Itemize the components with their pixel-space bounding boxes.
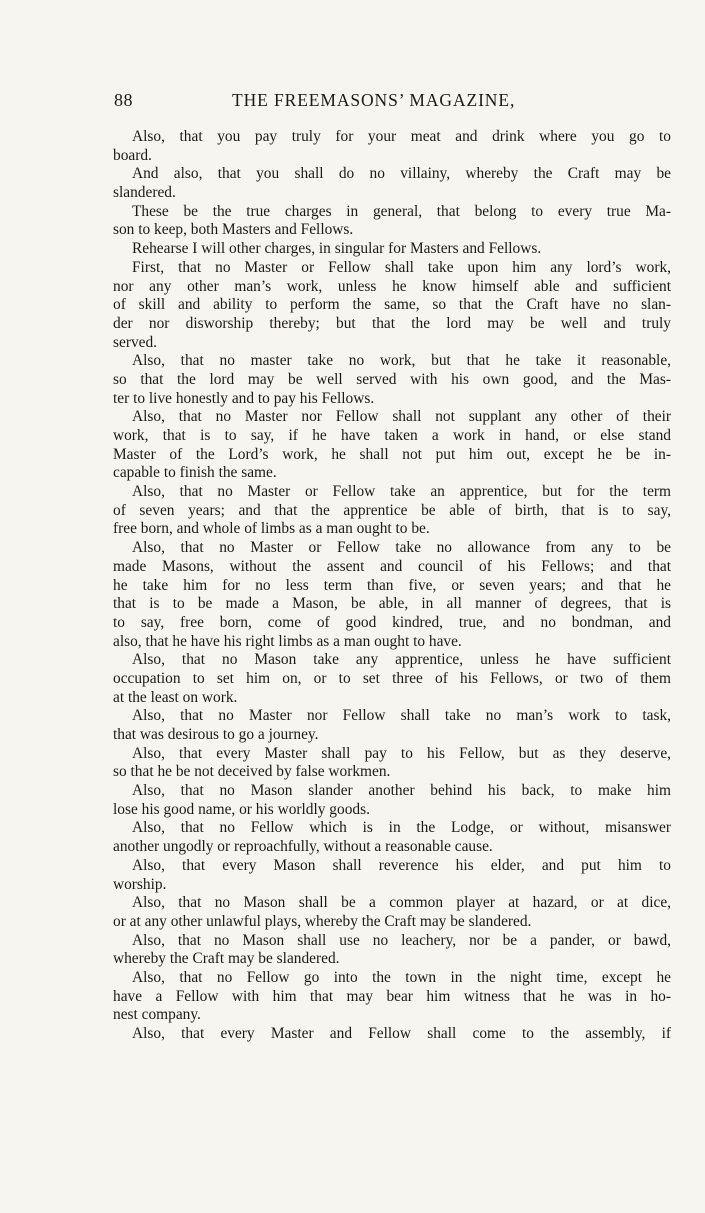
text-line: that is to be made a Mason, be able, in all manner of degrees, that is [113,595,671,613]
text-line: worship. [113,875,167,893]
text-line: nest company. [113,1006,201,1024]
text-line: capable to finish the same. [113,464,277,482]
text-line: Also, that no master take no work, but that he take it reasonable, [132,352,671,370]
text-line: board. [113,146,152,164]
text-line: Also, that no Master nor Fellow shall not supplant any other of their [132,408,671,426]
body-text [113,128,671,1044]
running-head [114,90,554,114]
text-line: work, that is to say, if he have taken a work in hand, or else stand [113,427,671,444]
text-line: of skill and ability to perform the same, so that the Craft have no slan- [113,296,671,314]
text-line: Also, that no Fellow which is in the Lodge, or without, misanswer [132,819,671,837]
text-line: served. [113,333,158,351]
text-line: Also, that no Master nor Fellow shall take no man’s work to task, [132,707,671,725]
text-line: These be the true charges in general, that belong to every true Ma- [132,202,671,220]
text-line: And also, that you shall do no villainy, whereby the Craft may be [132,165,671,183]
text-line: ter to live honestly and to pay his Fellows. [113,389,375,407]
text-line: he take him for no less term than five, or seven years; and that he [113,576,671,594]
text-line: Also, that no Master or Fellow take an apprentice, but for the term [132,483,671,501]
text-line: of seven years; and that the apprentice be able of birth, that is to say, [113,501,671,519]
text-line: Master of the Lord’s work, he shall not put him out, except he be in- [113,445,671,463]
text-line: son to keep, both Masters and Fellows. [113,221,354,239]
text-line: Also, that every Mason shall reverence his elder, and put him to [132,856,671,874]
text-line: Also, that no Mason slander another behind his back, to make him [132,782,671,800]
text-line: Also, that you pay truly for your meat and drink where you go to [132,128,671,145]
text-line: Also, that every Master and Fellow shall come to the assembly, if [132,1025,671,1042]
text-line: Also, that no Mason take any apprentice, unless he have sufficient [132,651,671,669]
text-line: also, that he have his right limbs as a man ought to have. [113,632,462,650]
text-line: der nor disworship thereby; but that the lord may be well and truly [113,314,671,332]
text-line: occupation to set him on, or to set three of his Fellows, or two of them [113,669,671,687]
page-number: 88 [114,90,133,110]
text-line: to say, free born, come of good kindred, true, and no bondman, and [113,613,671,631]
text-line: whereby the Craft may be slandered. [113,950,340,968]
text-line: so that the lord may be well served with his own good, and the Mas- [113,370,671,388]
text-line: another ungodly or reproachfully, without a reasonable cause. [113,838,493,856]
text-line: so that he be not deceived by false workmen. [113,763,391,781]
text-line: Also, that no Master or Fellow take no allowance from any to be [132,539,671,557]
text-line: Also, that every Master shall pay to his Fellow, but as they deserve, [132,744,671,762]
text-line: Rehearse I will other charges, in singular for Masters and Fellows. [132,240,542,258]
text-line: Also, that no Mason shall use no leachery, nor be a pander, or bawd, [132,931,671,949]
text-line: nor any other man’s work, unless he know himself able and sufficient [113,277,671,295]
text-line: lose his good name, or his worldly goods. [113,800,370,818]
text-line: free born, and whole of limbs as a man ought to be. [113,520,430,538]
text-line: First, that no Master or Fellow shall take upon him any lord’s work, [132,258,671,276]
running-title: THE FREEMASONS’ MAGAZINE, [232,90,516,110]
text-line: or at any other unlawful plays, whereby the Craft may be slandered. [113,912,532,930]
text-line: slandered. [113,184,176,202]
text-line: at the least on work. [113,688,238,706]
text-line: have a Fellow with him that may bear him witness that he was in ho- [113,987,671,1005]
text-line: that was desirous to go a journey. [113,726,319,743]
text-line: made Masons, without the assent and council of his Fellows; and that [113,557,671,575]
text-line: Also, that no Mason shall be a common player at hazard, or at dice, [132,894,671,912]
text-line: Also, that no Fellow go into the town in the night time, except he [132,968,671,986]
